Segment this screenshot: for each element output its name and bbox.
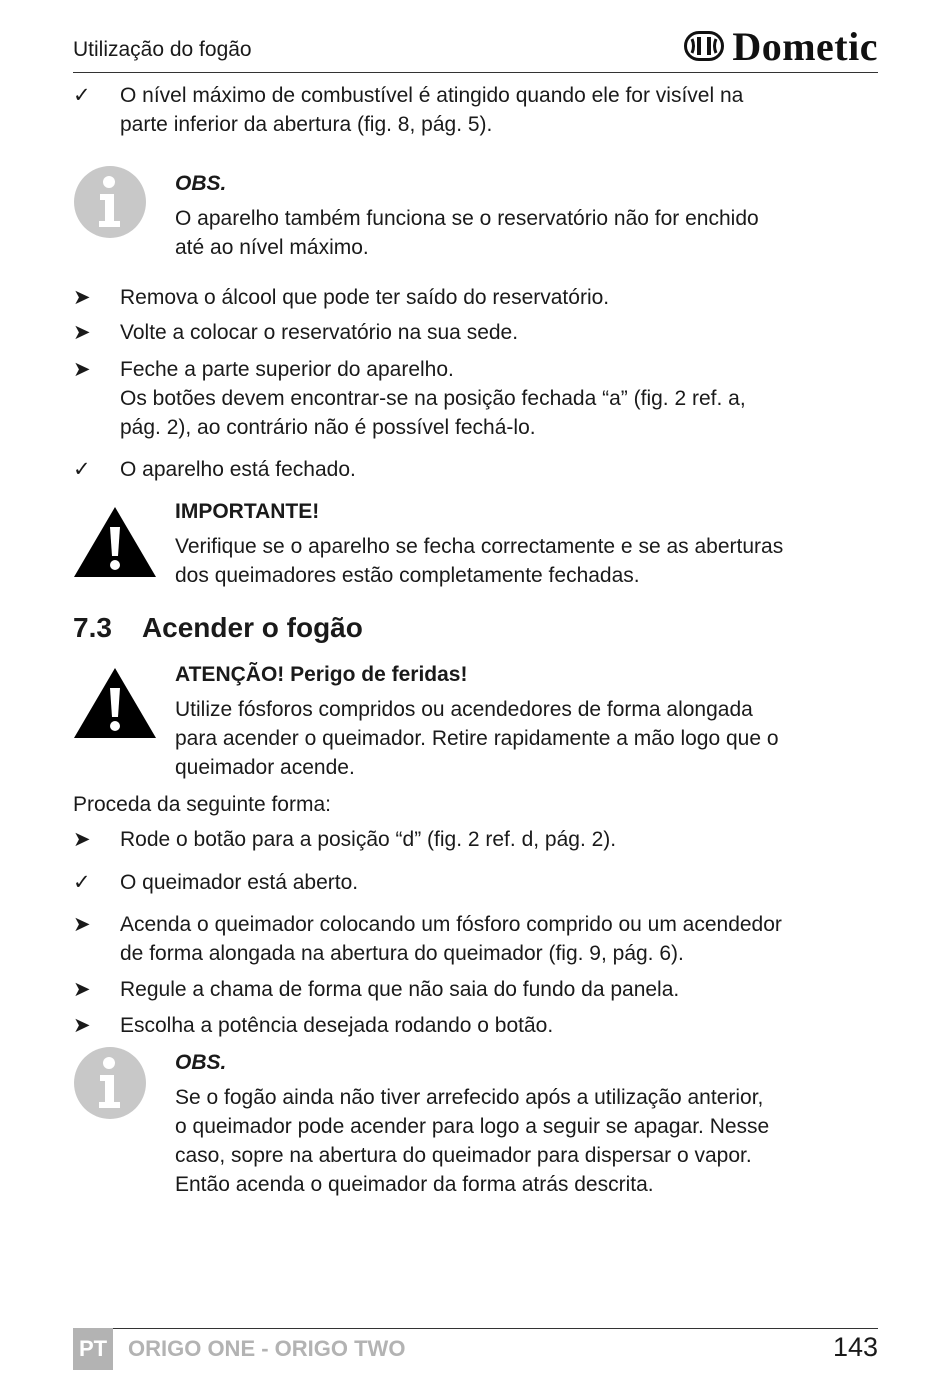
warning-block [73,497,890,590]
step-item [73,825,890,854]
section-heading [73,612,363,644]
step-item [73,355,890,442]
step-text: Regule a chama de forma que não saia do fundo da panela. [120,978,680,1001]
section-number: 7.3 [73,612,112,643]
step-text-line: Acenda o queimador colocando um fósforo comprido ou um acendedor [120,913,782,936]
note-text-line: até ao nível máximo. [175,236,369,259]
step-text-line: Os botões devem encontrar-se na posição fechada “a” (fig. 2 ref. a, [120,387,746,410]
step-text: Rode o botão para a posição “d” (fig. 2 ref. d, pág. 2). [120,828,617,851]
step-item [73,318,890,347]
warning-text-line: Utilize fósforos compridos ou acendedores de forma alongada [175,698,753,721]
step-text-line: de forma alongada na abertura do queimador (fig. 9, pág. 6). [120,942,684,965]
check-text: O aparelho está fechado. [120,458,356,481]
note-block [73,1046,890,1199]
page-header [73,24,878,73]
info-icon [73,1046,147,1125]
warning-icon [73,666,157,745]
header-title: Utilização do fogão [73,38,252,61]
check-text-line: O nível máximo de combustível é atingido quando ele for visível na [120,84,744,107]
check-item [73,81,890,139]
step-item [73,975,890,1004]
note-text-line: Se o fogão ainda não tiver arrefecido após a utilização anterior, [175,1086,764,1109]
warning-text-line: para acender o queimador. Retire rapidamente a mão logo que o [175,727,779,750]
check-item [73,455,890,484]
brand-name: Dometic [732,23,878,69]
arrow-bullet-icon: ➤ [73,321,91,344]
note-text-line: o queimador pode acender para logo a seguir se apagar. Nesse [175,1115,770,1138]
note-label: OBS. [175,172,227,195]
check-icon: ✓ [73,871,91,894]
info-icon [73,165,147,244]
language-badge: PT [73,1328,113,1370]
check-text-line: parte inferior da abertura (fig. 8, pág. 5). [120,113,493,136]
step-text: Volte a colocar o reservatório na sua sede. [120,321,519,344]
product-name: ORIGO ONE - ORIGO TWO [128,1336,406,1361]
arrow-bullet-icon: ➤ [73,978,91,1001]
page-number: 143 [832,1332,878,1362]
note-text-line: caso, sopre na abertura do queimador para dispersar o vapor. [175,1144,752,1167]
warning-text-line: queimador acende. [175,756,355,779]
warning-icon [73,505,157,584]
arrow-bullet-icon: ➤ [73,286,91,309]
footer-divider [113,1328,878,1329]
brand-logo [684,24,878,68]
step-item [73,910,890,968]
check-icon: ✓ [73,84,91,107]
check-icon: ✓ [73,458,91,481]
step-text-line: Feche a parte superior do aparelho. [120,358,454,381]
warning-label: IMPORTANTE! [175,500,320,523]
arrow-bullet-icon: ➤ [73,913,91,936]
warning-label: ATENÇÃO! Perigo de feridas! [175,663,468,686]
step-text: Remova o álcool que pode ter saído do reservatório. [120,286,610,309]
page-footer [73,1328,878,1370]
note-block [73,165,890,262]
arrow-bullet-icon: ➤ [73,828,91,851]
warning-text-line: dos queimadores estão completamente fechadas. [175,564,640,587]
warning-block [73,660,890,782]
note-label: OBS. [175,1051,227,1074]
step-item [73,1011,890,1040]
step-item [73,283,890,312]
section-title: Acender o fogão [141,612,363,643]
arrow-bullet-icon: ➤ [73,1014,91,1037]
note-text-line: Então acenda o queimador da forma atrás descrita. [175,1173,654,1196]
intro-text: Proceda da seguinte forma: [73,793,331,816]
step-text: Escolha a potência desejada rodando o botão. [120,1014,554,1037]
dometic-logo-icon [684,31,724,61]
arrow-bullet-icon: ➤ [73,358,91,381]
check-item [73,868,890,897]
note-text-line: O aparelho também funciona se o reservatório não for enchido [175,207,759,230]
warning-text-line: Verifique se o aparelho se fecha correctamente e se as aberturas [175,535,784,558]
check-text: O queimador está aberto. [120,871,359,894]
step-text-line: pág. 2), ao contrário não é possível fechá-lo. [120,416,536,439]
